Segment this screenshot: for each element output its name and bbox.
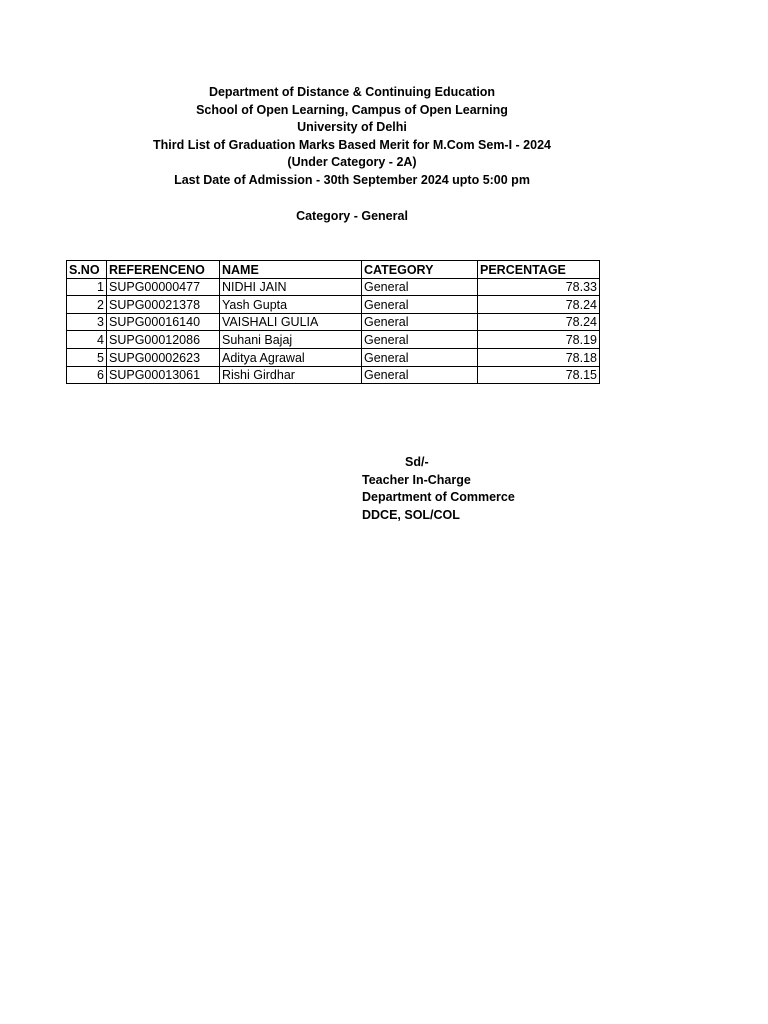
cell-name: VAISHALI GULIA: [220, 313, 362, 331]
category-note: (Under Category - 2A): [287, 155, 417, 169]
category-title: Category - General: [296, 209, 408, 223]
cell-percentage: 78.33: [478, 278, 600, 296]
table-header-row: [67, 261, 600, 279]
table-row: [67, 366, 600, 384]
cell-referenceno: SUPG00012086: [107, 331, 220, 349]
signature-sd: Sd/-: [405, 455, 429, 469]
cell-percentage: 78.15: [478, 366, 600, 384]
table-row: [67, 348, 600, 366]
signatory-title: Teacher In-Charge: [362, 472, 471, 487]
cell-sno: 5: [67, 348, 107, 366]
cell-referenceno: SUPG00021378: [107, 296, 220, 314]
admission-deadline: Last Date of Admission - 30th September 2024 upto 5:00 pm: [174, 172, 530, 187]
department-name: Department of Distance & Continuing Education: [208, 85, 496, 99]
column-header-category: CATEGORY: [362, 261, 478, 279]
cell-referenceno: SUPG00000477: [107, 278, 220, 296]
cell-sno: 3: [67, 313, 107, 331]
cell-percentage: 78.18: [478, 348, 600, 366]
cell-sno: 4: [67, 331, 107, 349]
signature-block: [362, 454, 515, 524]
signatory-department: Department of Commerce: [362, 490, 515, 504]
cell-category: General: [362, 366, 478, 384]
column-header-referenceno: REFERENCENO: [107, 261, 220, 279]
cell-category: General: [362, 278, 478, 296]
cell-percentage: 78.24: [478, 313, 600, 331]
school-name: School of Open Learning, Campus of Open Learning: [196, 102, 508, 117]
university-name: University of Delhi: [297, 120, 407, 134]
cell-sno: 6: [67, 366, 107, 384]
cell-name: Aditya Agrawal: [220, 348, 362, 366]
cell-percentage: 78.24: [478, 296, 600, 314]
cell-sno: 2: [67, 296, 107, 314]
cell-referenceno: SUPG00002623: [107, 348, 220, 366]
cell-name: Suhani Bajaj: [220, 331, 362, 349]
cell-name: Yash Gupta: [220, 296, 362, 314]
table-row: [67, 278, 600, 296]
cell-percentage: 78.19: [478, 331, 600, 349]
column-header-name: NAME: [220, 261, 362, 279]
cell-category: General: [362, 296, 478, 314]
signatory-institution: DDCE, SOL/COL: [362, 507, 460, 522]
merit-list-table: [66, 260, 600, 384]
list-title: Third List of Graduation Marks Based Merit for M.Com Sem-I - 2024: [153, 137, 551, 152]
cell-category: General: [362, 313, 478, 331]
table-row: [67, 296, 600, 314]
document-heading: [0, 84, 704, 189]
table-row: [67, 331, 600, 349]
column-header-sno: S.NO: [67, 261, 107, 279]
cell-referenceno: SUPG00013061: [107, 366, 220, 384]
table-row: [67, 313, 600, 331]
cell-name: Rishi Girdhar: [220, 366, 362, 384]
cell-name: NIDHI JAIN: [220, 278, 362, 296]
cell-category: General: [362, 331, 478, 349]
cell-category: General: [362, 348, 478, 366]
cell-referenceno: SUPG00016140: [107, 313, 220, 331]
cell-sno: 1: [67, 278, 107, 296]
column-header-percentage: PERCENTAGE: [478, 261, 600, 279]
